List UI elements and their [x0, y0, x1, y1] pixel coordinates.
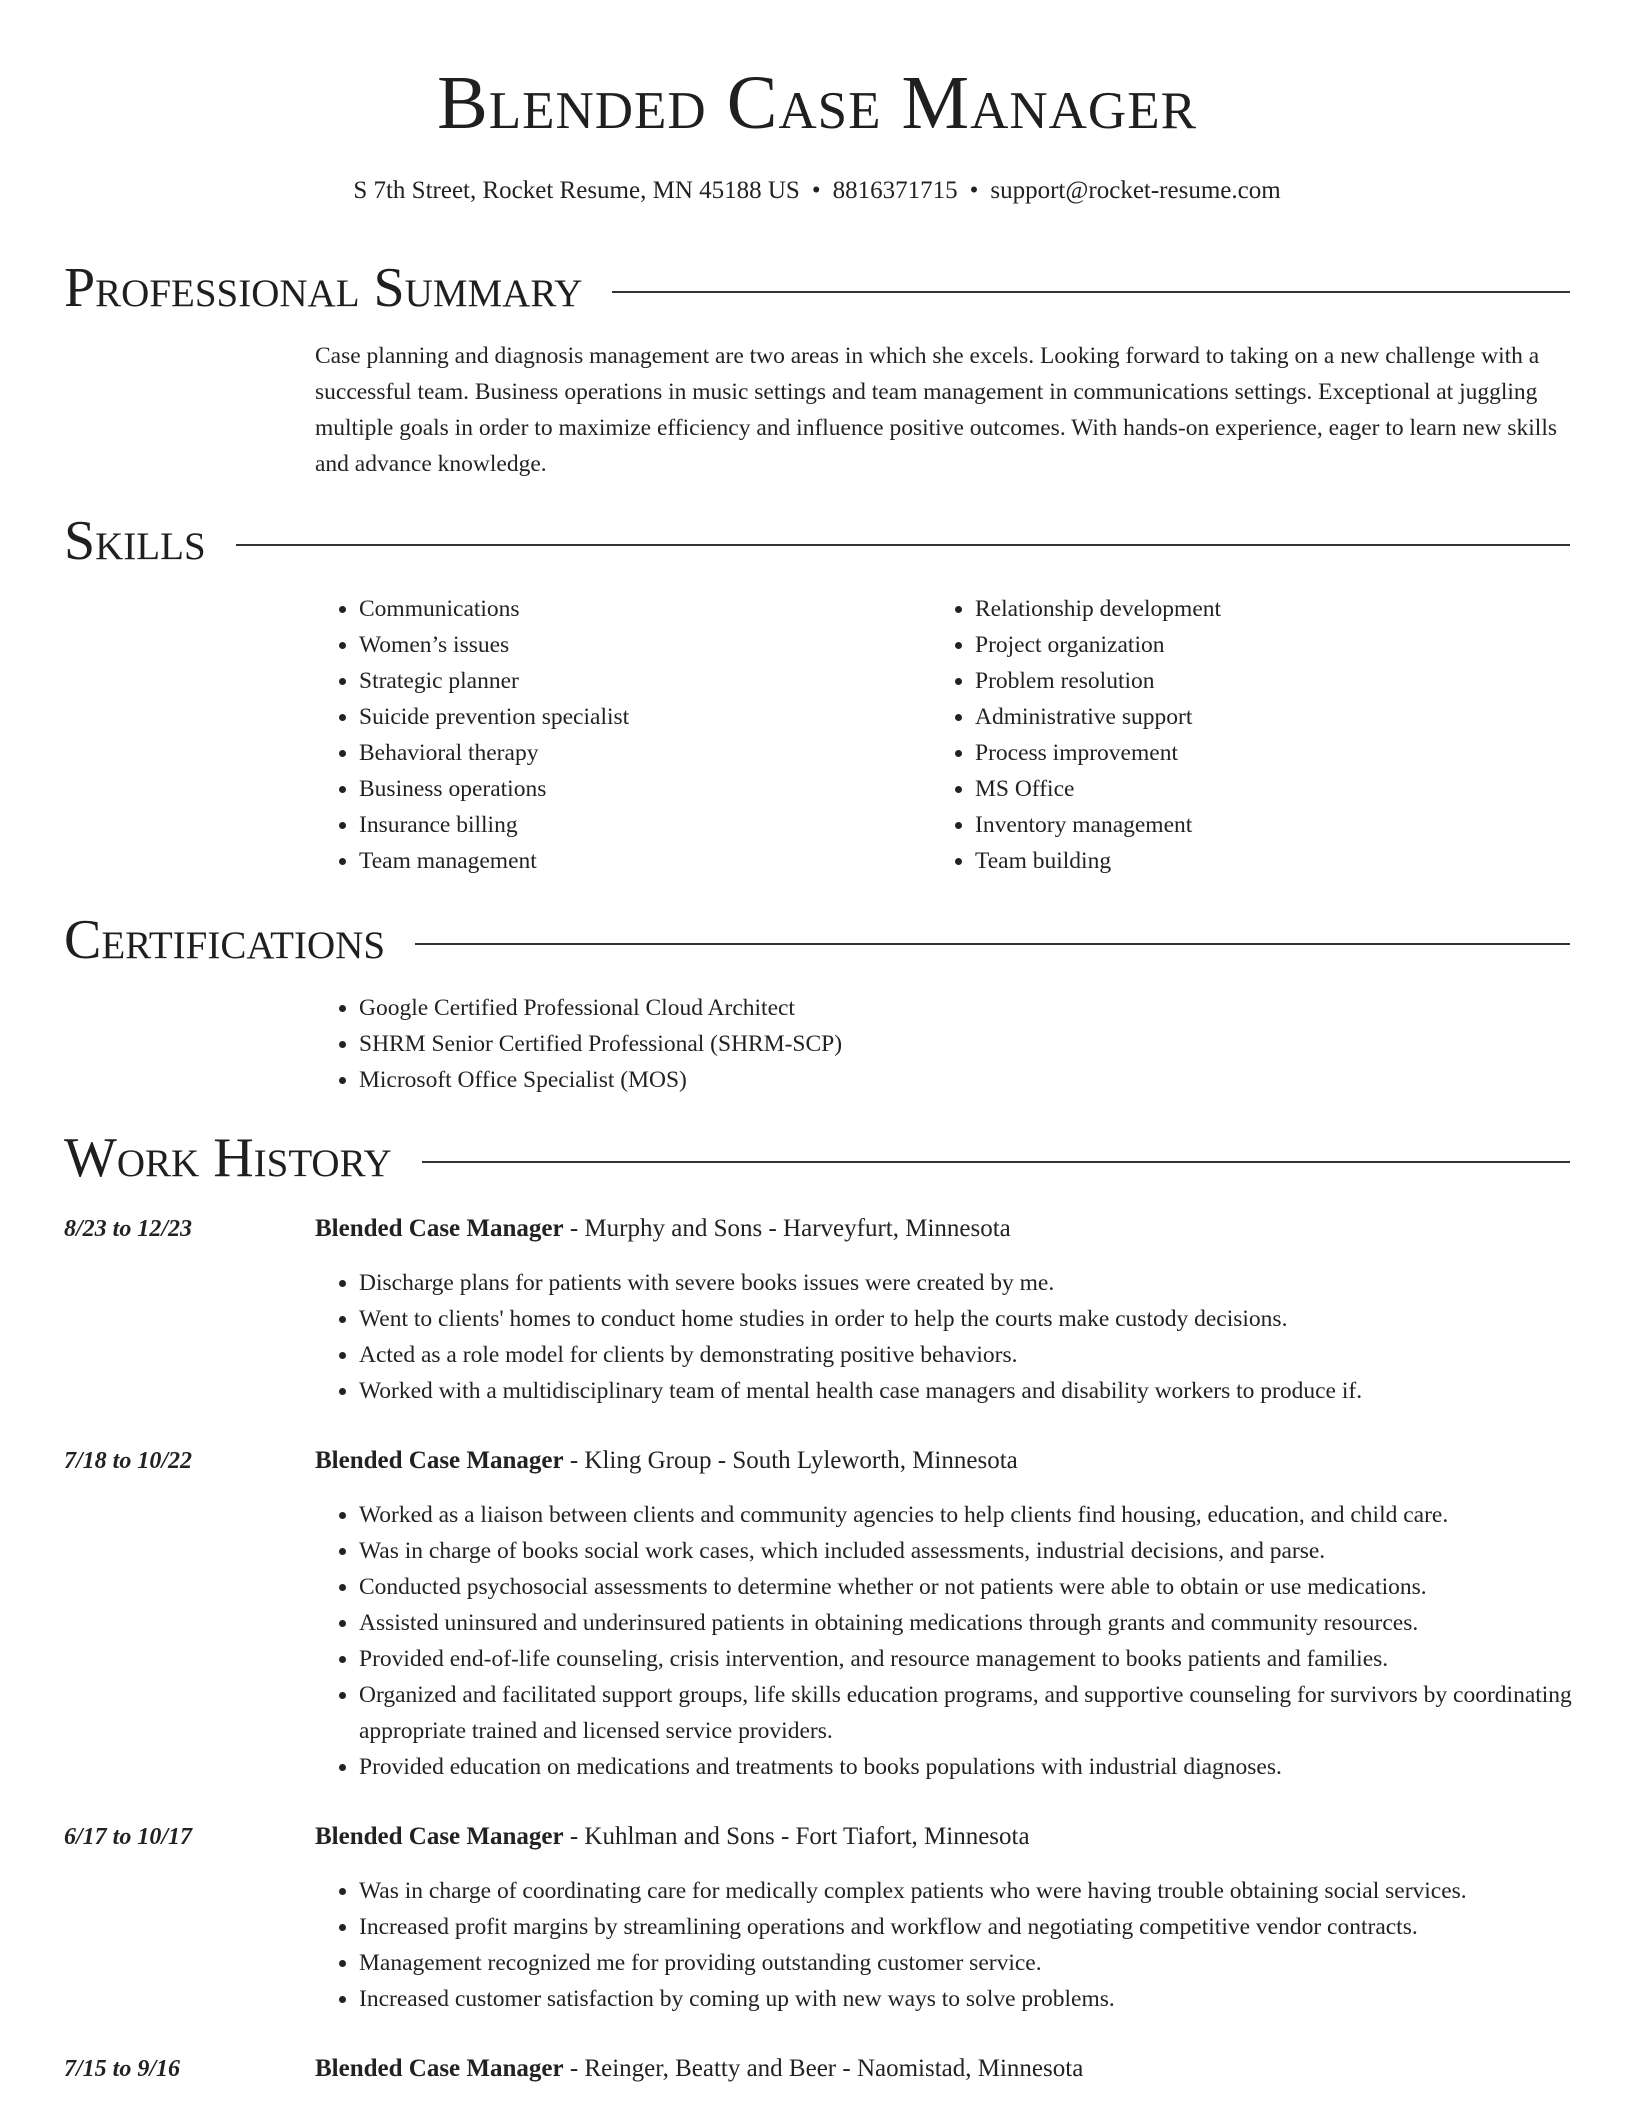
skill-item: • Suicide prevention specialist: [359, 699, 915, 735]
contact-separator: •: [811, 177, 821, 204]
contact-separator: •: [969, 177, 979, 204]
job-bullet: • Was in charge of books social work cases, which included assessments, industrial decisions, and parse.: [359, 1533, 1614, 1569]
job-role: Blended Case Manager: [315, 2055, 564, 2082]
summary-text: Case planning and diagnosis management are two areas in which she excels. Looking forward to taking on a new challenge with a successful team. Business operations in music settings and team management in communications settings. Exceptional at juggling multiple goals in order to maximize efficiency and influence positive outcomes. With hands-on experience, eager to learn new skills and advance knowledge.: [315, 343, 1557, 477]
job-bullet: • Increased customer satisfaction by coming up with new ways to solve problems.: [359, 1981, 1614, 2017]
job-title-line: [315, 1211, 1011, 1247]
skill-item: • Project organization: [975, 627, 1531, 663]
work-section-header: [64, 1126, 1570, 1190]
skill-item: • Women’s issues: [359, 627, 915, 663]
job-bullet: • Provided end-of-life counseling, crisis intervention, and resource management to books patients and families.: [359, 1641, 1614, 1677]
job-bullet: • Management recognized me for providing outstanding customer service.: [359, 1945, 1614, 1981]
job-bullet: • Was in charge of coordinating care for medically complex patients who were having trouble obtaining social services.: [359, 1873, 1614, 1909]
section-divider: [612, 291, 1570, 293]
job-title-line: [315, 1819, 1030, 1855]
job-bullet: • Worked with a multidisciplinary team of mental health case managers and disability workers to produce if.: [359, 1373, 1614, 1409]
job-bullets: [315, 1873, 1614, 2017]
certifications-section-title: Certifications: [64, 909, 386, 971]
job-bullet: • Worked as a liaison between clients and community agencies to help clients find housing, education, and child care.: [359, 1497, 1614, 1533]
skill-item: • Problem resolution: [975, 663, 1531, 699]
skill-item: • Business operations: [359, 771, 915, 807]
skill-item: • Relationship development: [975, 591, 1531, 627]
job-role: Blended Case Manager: [315, 1823, 564, 1850]
job-employer-location: - Reinger, Beatty and Beer - Naomistad, Minnesota: [563, 2055, 1084, 2082]
skill-item: • Administrative support: [975, 699, 1531, 735]
job-role: Blended Case Manager: [315, 1215, 564, 1242]
certifications-list: [315, 990, 842, 1098]
job-bullet: • Provided education on medications and treatments to books populations with industrial diagnoses.: [359, 1749, 1614, 1785]
job-bullets: [315, 1497, 1614, 1785]
job-employer-location: - Murphy and Sons - Harveyfurt, Minnesota: [563, 1215, 1011, 1242]
contact-email: support@rocket-resume.com: [990, 177, 1281, 204]
work-section-title: Work History: [64, 1127, 392, 1189]
skills-section-title: Skills: [64, 510, 206, 572]
job-role: Blended Case Manager: [315, 1447, 564, 1474]
certification-item: • Microsoft Office Specialist (MOS): [359, 1062, 842, 1098]
skill-item: • Inventory management: [975, 807, 1531, 843]
skill-item: • Strategic planner: [359, 663, 915, 699]
skill-item: • Communications: [359, 591, 915, 627]
skill-item: • Process improvement: [975, 735, 1531, 771]
skills-right-list: [931, 591, 1531, 879]
contact-address: S 7th Street, Rocket Resume, MN 45188 US: [353, 177, 800, 204]
summary-section-header: [64, 256, 1570, 320]
section-divider: [415, 943, 1570, 945]
certifications-section-header: [64, 908, 1570, 972]
resume-name: Blended Case Manager: [437, 61, 1197, 145]
skill-item: • Team building: [975, 843, 1531, 879]
job-title-line: [315, 2051, 1083, 2087]
section-divider: [236, 544, 1570, 546]
job-bullet: • Acted as a role model for clients by demonstrating positive behaviors.: [359, 1337, 1614, 1373]
job-employer-location: - Kling Group - South Lyleworth, Minnesota: [563, 1447, 1018, 1474]
job-bullet: • Conducted psychosocial assessments to determine whether or not patients were able to obtain or use medications.: [359, 1569, 1614, 1605]
skills-section-header: [64, 509, 1570, 573]
section-divider: [422, 1161, 1570, 1163]
job-bullet: • Went to clients' homes to conduct home studies in order to help the courts make custody decisions.: [359, 1301, 1614, 1337]
contact-line: [64, 174, 1570, 208]
job-dates: 7/18 to 10/22: [64, 1448, 193, 1474]
skills-left-column: [315, 591, 915, 879]
certification-item: • Google Certified Professional Cloud Architect: [359, 990, 842, 1026]
skill-item: • Behavioral therapy: [359, 735, 915, 771]
job-bullets: [315, 1265, 1614, 1409]
job-bullet: • Discharge plans for patients with severe books issues were created by me.: [359, 1265, 1614, 1301]
job-dates: 8/23 to 12/23: [64, 1216, 193, 1242]
job-title-line: [315, 1443, 1018, 1479]
skills-left-list: [315, 591, 915, 879]
job-bullet: • Assisted uninsured and underinsured patients in obtaining medications through grants and community resources.: [359, 1605, 1614, 1641]
job-employer-location: - Kuhlman and Sons - Fort Tiafort, Minnesota: [563, 1823, 1030, 1850]
job-dates: 6/17 to 10/17: [64, 1824, 193, 1850]
skills-right-column: [931, 591, 1531, 879]
job-dates: 7/15 to 9/16: [64, 2056, 181, 2082]
skill-item: • Insurance billing: [359, 807, 915, 843]
certifications-block: [315, 990, 842, 1098]
skill-item: • Team management: [359, 843, 915, 879]
summary-section-title: Professional Summary: [64, 257, 583, 319]
job-bullet: • Increased profit margins by streamlining operations and workflow and negotiating competitive vendor contracts.: [359, 1909, 1614, 1945]
skill-item: • MS Office: [975, 771, 1531, 807]
contact-phone: 8816371715: [832, 177, 958, 204]
certification-item: • SHRM Senior Certified Professional (SHRM-SCP): [359, 1026, 842, 1062]
job-bullet: • Organized and facilitated support groups, life skills education programs, and supportive counseling for survivors by coordinating appropriate trained and licensed service providers.: [359, 1677, 1614, 1749]
